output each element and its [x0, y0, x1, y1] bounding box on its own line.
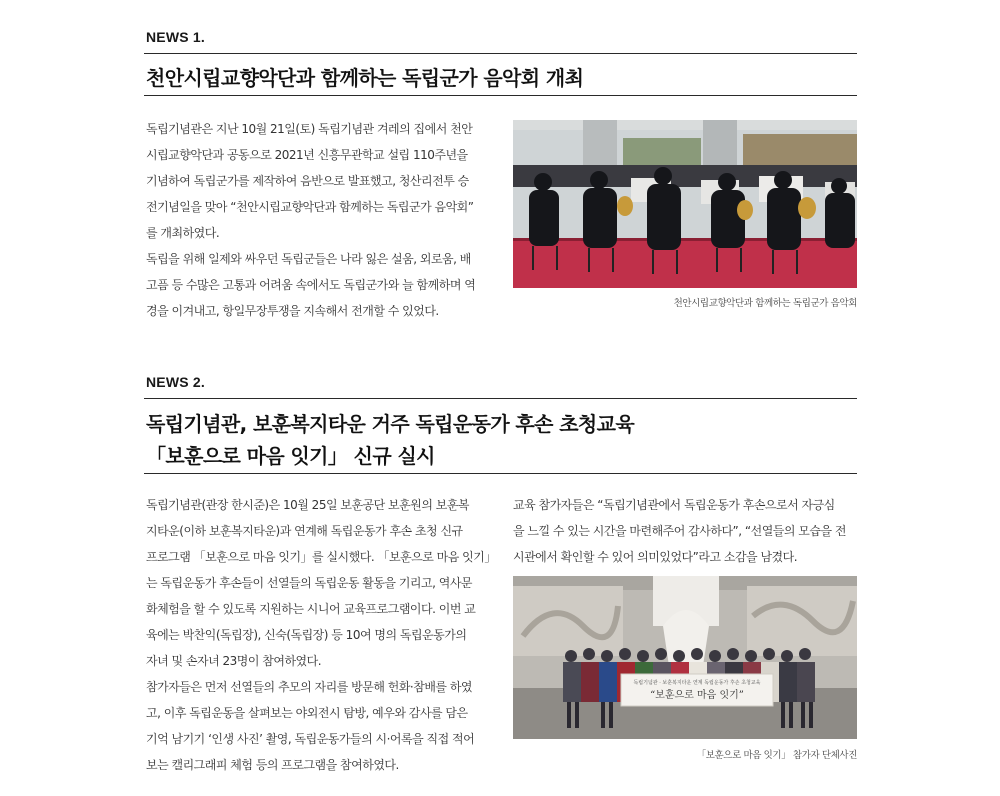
body-line: 고, 이후 독립운동을 살펴보는 야외전시 탐방, 예우와 감사를 담은 — [146, 706, 468, 720]
body-line: 독립기념관(관장 한시준)은 10월 25일 보훈공단 보훈원의 보훈복 — [146, 498, 469, 512]
body-line: 기억 남기기 ‘인생 사진’ 촬영, 독립운동가들의 시·어록을 직접 적어 — [146, 732, 475, 746]
body-line: 교육 참가자들은 “독립기념관에서 독립운동가 후손으로서 자긍심 — [513, 498, 835, 512]
news2-photo-caption: 「보훈으로 마음 잇기」 참가자 단체사진 — [696, 750, 857, 761]
body-line: 육에는 박찬익(독립장), 신숙(독립장) 등 10여 명의 독립운동가의 — [146, 628, 467, 642]
group-photo — [513, 576, 857, 739]
news1-body — [146, 116, 475, 324]
news1-photo-caption: 천안시립교향악단과 함께하는 독립군가 음악회 — [673, 298, 857, 309]
body-line: 기념하여 독립군가를 제작하여 음반으로 발표했고, 청산리전투 승 — [146, 174, 469, 188]
body-line: 보는 캘리그래피 체험 등의 프로그램을 참여하였다. — [146, 758, 399, 772]
body-line: 프로그램 「보훈으로 마음 잇기」를 실시했다. 「보훈으로 마음 잇기」 — [146, 550, 496, 564]
news2-title-line2: 「보훈으로 마음 잇기」 신규 실시 — [146, 444, 435, 468]
news2-left-body — [146, 492, 496, 778]
body-line: 참가자들은 먼저 선열들의 추모의 자리를 방문해 헌화·참배를 하였 — [146, 680, 473, 694]
body-line: 화체험을 할 수 있도록 지원하는 시니어 교육프로그램이다. 이번 교 — [146, 602, 476, 616]
body-line: 자녀 및 손자녀 23명이 참여하였다. — [146, 654, 322, 668]
news1-title: 천안시립교향악단과 함께하는 독립군가 음악회 개최 — [146, 66, 584, 90]
body-line: 고픔 등 수많은 고통과 어려움 속에서도 독립군가와 늘 함께하며 역 — [146, 278, 476, 292]
news2-bottom-rule — [144, 473, 857, 474]
body-line: 시립교향악단과 공동으로 2021년 신흥무관학교 설립 110주년을 — [146, 148, 468, 162]
banner-text: “보훈으로 마음 잇기” — [650, 690, 744, 701]
news1-label: NEWS 1. — [146, 29, 205, 45]
body-line: 시관에서 확인할 수 있어 의미있었다”라고 소감을 남겼다. — [513, 550, 798, 564]
body-line: 독립을 위해 일제와 싸우던 독립군들은 나라 잃은 설움, 외로움, 배 — [146, 252, 471, 266]
body-line: 는 독립운동가 후손들이 선열들의 독립운동 활동을 기리고, 역사문 — [146, 576, 473, 590]
news1-bottom-rule — [144, 95, 857, 96]
body-line: 을 느낄 수 있는 시간을 마련해주어 감사하다”, “선열들의 모습을 전 — [513, 524, 846, 538]
news2-top-rule — [144, 398, 857, 399]
body-line: 를 개최하였다. — [146, 226, 220, 240]
body-line: 지타운(이하 보훈복지타운)과 연계해 독립운동가 후손 초청 신규 — [146, 524, 463, 538]
body-line: 전기념일을 맞아 “천안시립교향악단과 함께하는 독립군가 음악회” — [146, 200, 474, 214]
news2-label: NEWS 2. — [146, 374, 205, 390]
banner-top-text: 독립기념관 · 보훈복지타운 연계 독립운동가 후손 초청교육 — [633, 680, 761, 686]
news1-top-rule — [144, 53, 857, 54]
news2-right-body — [513, 492, 846, 570]
body-line: 경을 이겨내고, 항일무장투쟁을 지속해서 전개할 수 있었다. — [146, 304, 439, 318]
news2-title-line1: 독립기념관, 보훈복지타운 거주 독립운동가 후손 초청교육 — [146, 412, 635, 436]
body-line: 독립기념관은 지난 10월 21일(토) 독립기념관 겨레의 집에서 천안 — [146, 122, 473, 136]
orchestra-concert-photo — [513, 120, 857, 288]
